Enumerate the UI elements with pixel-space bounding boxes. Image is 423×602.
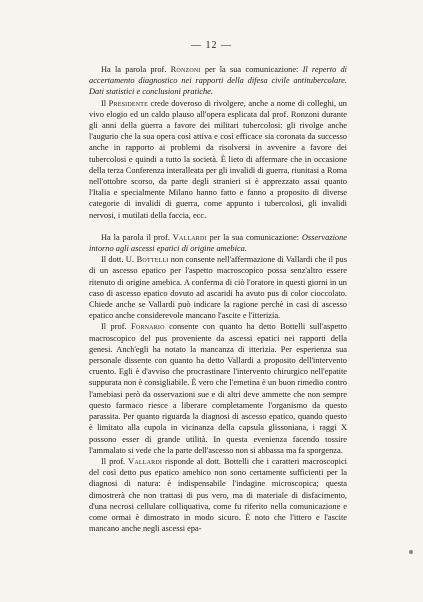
text-run: Il [101, 98, 109, 108]
body-text [89, 64, 347, 534]
paragraph [89, 456, 347, 534]
text-run: Ha la parola prof. [101, 65, 171, 74]
speaker-name: Ronzoni [170, 65, 201, 74]
text-run: risponde al dott. Bottelli che i caratteri macroscopici del così detto pus epatico amebico non sono certamente sufficienti per la diagnosi di natura: è indispensabile l'indagine microscopica; questa dimostrerà che non trattasi di pus vero, ma di materiale di disfacimento, d'una necrosi cellulare colliquativa, come fu riferito nella comunicazione e come ormai è dimostrato in modo sicuro. È noto che l'ittero e l'ascite mancano anche negli ascessi epa- [89, 456, 347, 534]
paragraph [89, 321, 347, 455]
paragraph [89, 254, 347, 321]
text-run: Ha la parola il prof. [101, 232, 173, 242]
speaker-name: Vallardi [172, 232, 207, 242]
text-run: per la sua comunicazione: [206, 232, 302, 242]
page-number: — 12 — [191, 40, 232, 51]
text-run: crede doveroso di rivolgere, anche a nome di colleghi, un vivo elogio ed un caldo plauso all'opera esplicata dal prof. Ronzoni durante gli anni della guerra a favore dei militari tubercolosi: gli rivolge anche l'augurio che la sua opera così attiva e così efficace sia coronata da successo anche in rapporto ai problemi da risolversi in avvenire a favore dei tubercolosi e quindi a tutto la società. È lieto di affermare che in occasione della terza Conferenza interalleata per gli invalidi di guerra, riunitasi a Roma nell'ottobre scorso, da parte degli stranieri si è apprezzato assai quanto l'Italia e specialmente Milano hanno fatto e fanno a proposito di diverse categorie di invalidi di guerra, come appunto i tubercolosi, gli invalidi nervosi, i mutilati della faccia, ecc. [89, 98, 347, 220]
speaker-name: Vallardi [128, 456, 163, 466]
communication-title: Osservazione intorno agli ascessi epatici di origine amebica. [89, 232, 348, 254]
text-run: per la sua comunicazione: [200, 65, 303, 74]
margin-mark [409, 550, 413, 554]
text-run: Il prof. [101, 456, 129, 466]
text-run: consente con quanto ha detto Bottelli sull'aspetto macroscopico del pus proveniente da ascessi epatici nei rapporti della genesi. Anch'egli ha notato la mancanza di itterizia. Per esperienza sua personale dissente con quanto ha detto Vallardi a proposito dell'intervento cruento. Egli è d'avviso che procrastinare l'intervento chirurgico nell'epatite suppurata non è consigliabile. È vero che l'emetina è un buon rimedio contro l'amebiasi però da osservazioni sue e di altri deve ammette che non sempre questo farmaco riesce a liberare completamente l'organismo da questo parassita. Per quanto riguarda la diagnosi di ascesso epatico, quando questo è limitato alla cupola in vicinanza della capsula glissoniana, i raggi X possono esser di grande utilità. In questa evenienza facendo tossire l'ammalato si vede che la parte dell'ascesso non si abbassa ma fa sporgenza. [89, 322, 347, 455]
paragraph [89, 232, 347, 254]
speaker-name: U. Bottelli [125, 255, 169, 265]
paragraph [89, 98, 347, 221]
text-run: Il dott. [101, 255, 126, 265]
speaker-name: Fornario [131, 322, 165, 332]
text-run: non consente nell'affermazione di Vallardi che il pus di un ascesso epatico per l'aspetto macroscopico possa senz'altro essere ritenuto di origine amebica. A conferma di ciò l'oratore in questi giorni in un caso di ascesso epatico dovuto ad ascaridi ha avuto pus di color cioccolato. Chiede anche se Vallardi può indicare la ragione perchè in casi di ascesso epatico anche considerevole mancano l'ascite e l'itterizia. [89, 255, 347, 321]
speaker-name: Presidente [108, 98, 148, 108]
text-run: Il prof. [101, 322, 132, 332]
paragraph [89, 64, 347, 98]
communication-title: Il reperto di accertamento diagnostico nei rapporti della difesa civile antitubercolare. Dati statistici e conclusioni pratiche. [89, 65, 347, 97]
